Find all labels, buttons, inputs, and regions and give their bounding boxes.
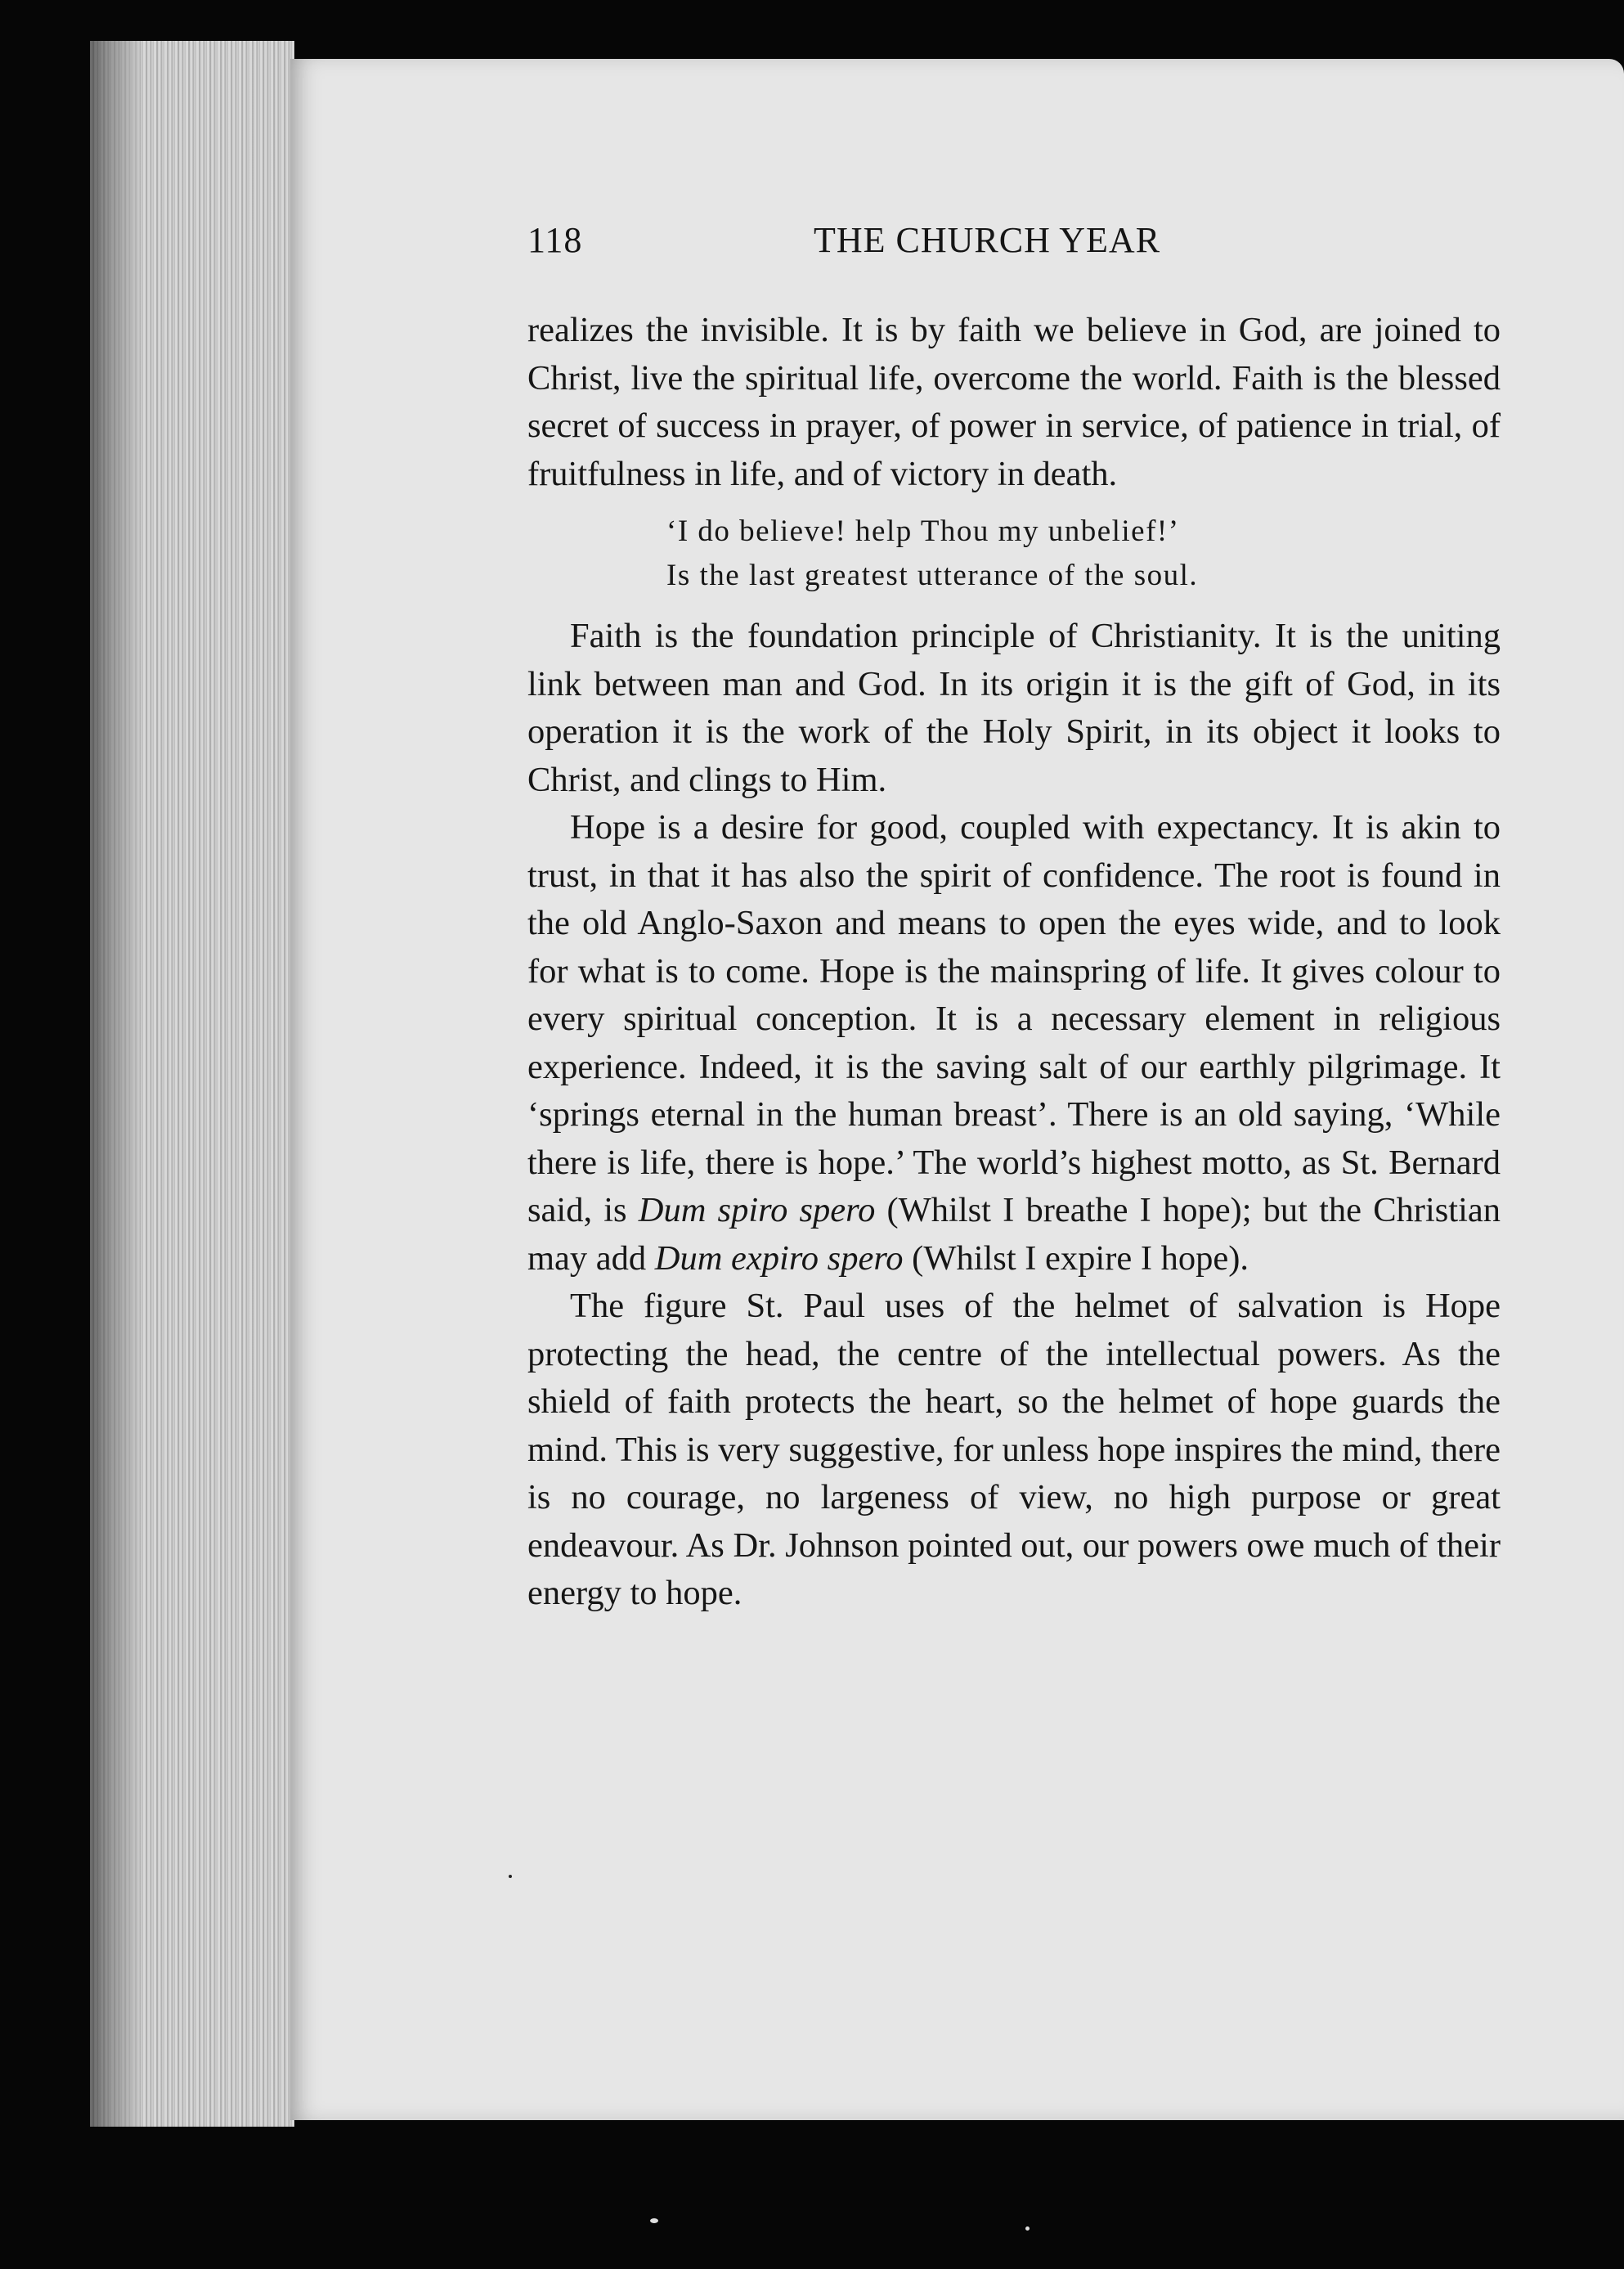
paragraph-3-part-b: (Whilst I breathe I hope); but the Christian may add: [527, 1191, 1501, 1278]
running-title: THE CHURCH YEAR: [814, 220, 1161, 260]
verse-line-2: Is the last greatest utterance of the soul.: [666, 559, 1199, 592]
verse-quote: [666, 510, 1501, 598]
latin-phrase-2: Dum expiro spero: [654, 1238, 904, 1278]
paragraph-4: The figure St. Paul uses of the helmet of salvation is Hope protecting the head, the centre of the intellectual powers. As the shield of faith protects the heart, so the helmet of hope guards the mind. This is very suggestive, for unless hope inspires the mind, there is no courage, no largeness of view, no high purpose or great endeavour. As Dr. Johnson pointed out, our powers owe much of their energy to hope.: [527, 1287, 1501, 1612]
scan-speck: [650, 2218, 658, 2223]
paragraph-3-part-a: Hope is a desire for good, coupled with expectancy. It is akin to trust, in that it has also the spirit of confidence. The root is found in the old Anglo-Saxon and means to open the eyes wide, and to look for what is to come. Hope is the mainspring of life. It gives colour to every spiritual conception. It is a necessary element in religious experience. Indeed, it is the saving salt of our earthly pilgrimage. It ‘springs eternal in the human breast’. There is an old saying, ‘While there is life, there is hope.’ The world’s highest motto, as St. Bernard said, is: [527, 808, 1501, 1229]
running-head: [527, 219, 1501, 276]
body-text: [527, 307, 1501, 1618]
paragraph-2: Faith is the foundation principle of Christianity. It is the uniting link between man and God. In its origin it is the gift of God, in its operation it is the work of the Holy Spirit, in its object it looks to Christ, and clings to Him.: [527, 617, 1501, 799]
paragraph-1: realizes the invisible. It is by faith we believe in God, are joined to Christ, live the spiritual life, overcome the world. Faith is the blessed secret of success in prayer, of power in service, of patience in trial, of fruitfulness in life, and of victory in death.: [527, 311, 1501, 493]
scan-speck: [1025, 2226, 1030, 2231]
page-number: 118: [527, 220, 583, 260]
latin-phrase-1: Dum spiro spero: [638, 1191, 876, 1229]
paragraph-3: [527, 804, 1501, 1283]
scan-speck: [509, 1875, 512, 1878]
paragraph-3-part-c: (Whilst I expire I hope).: [912, 1238, 1249, 1278]
verse-line-1: ‘I do believe! help Thou my unbelief!’: [666, 514, 1180, 548]
page-edges: [90, 41, 294, 2127]
